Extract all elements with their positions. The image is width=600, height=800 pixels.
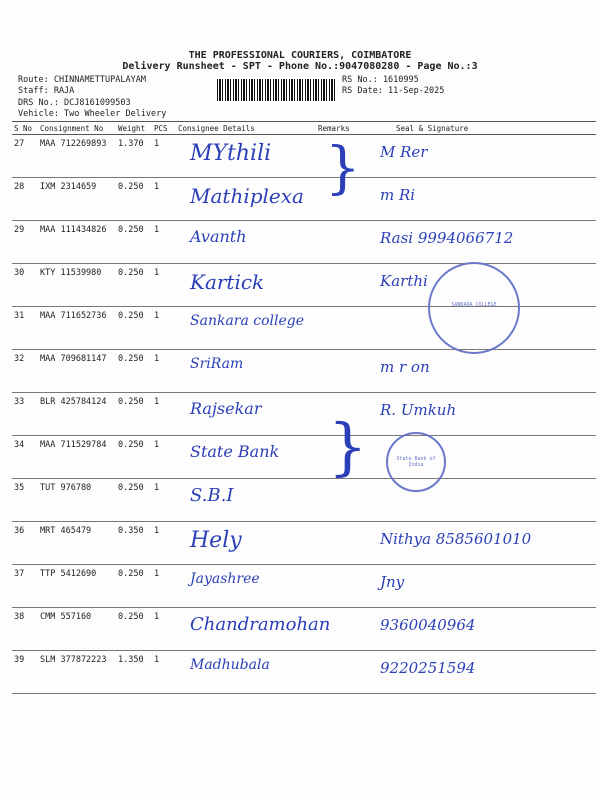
col-pcs: PCS bbox=[152, 122, 176, 135]
signature-handwriting: R. Umkuh bbox=[380, 401, 457, 419]
cell-consignee bbox=[176, 350, 316, 393]
cell-consignment: MAA 712269893 bbox=[38, 135, 116, 178]
cell-sno: 32 bbox=[12, 350, 38, 393]
cell-pcs: 1 bbox=[152, 651, 176, 694]
signature-handwriting: m r on bbox=[380, 358, 430, 376]
vehicle-label: Vehicle: Two Wheeler Delivery bbox=[18, 109, 167, 119]
cell-sno: 27 bbox=[12, 135, 38, 178]
cell-consignee bbox=[176, 264, 316, 307]
cell-consignment: IXM 2314659 bbox=[38, 178, 116, 221]
cell-remarks bbox=[316, 221, 366, 264]
cell-pcs: 1 bbox=[152, 479, 176, 522]
signature-handwriting: 9360040964 bbox=[380, 616, 476, 634]
cell-pcs: 1 bbox=[152, 221, 176, 264]
cell-weight: 0.250 bbox=[116, 479, 152, 522]
consignee-handwriting: S.B.I bbox=[190, 485, 234, 506]
table-row bbox=[12, 221, 596, 264]
cell-consignee bbox=[176, 651, 316, 694]
signature-handwriting: M Rer bbox=[380, 143, 428, 161]
cell-consignment: TTP 5412690 bbox=[38, 565, 116, 608]
cell-consignment: MAA 711652736 bbox=[38, 307, 116, 350]
table-row bbox=[12, 350, 596, 393]
cell-pcs: 1 bbox=[152, 608, 176, 651]
cell-consignee bbox=[176, 393, 316, 436]
table-row bbox=[12, 393, 596, 436]
cell-remarks bbox=[316, 522, 366, 565]
cell-weight: 0.250 bbox=[116, 350, 152, 393]
runsheet-subtitle: Delivery Runsheet - SPT - Phone No.:9047080280 - Page No.:3 bbox=[122, 61, 478, 72]
cell-signature bbox=[366, 608, 596, 651]
route-label: Route: CHINNAMETTUPALAYAM bbox=[18, 75, 146, 85]
seal-stamp-college bbox=[428, 262, 520, 354]
cell-signature bbox=[366, 350, 596, 393]
signature-handwriting: 9220251594 bbox=[380, 659, 476, 677]
cell-weight: 0.250 bbox=[116, 436, 152, 479]
cell-pcs: 1 bbox=[152, 565, 176, 608]
signature-handwriting: Karthi bbox=[380, 272, 428, 290]
cell-pcs: 1 bbox=[152, 307, 176, 350]
cell-signature bbox=[366, 565, 596, 608]
consignee-handwriting: Mathiplexa bbox=[190, 184, 304, 208]
staff-label: Staff: RAJA bbox=[18, 86, 75, 96]
signature-handwriting: Nithya 8585601010 bbox=[380, 530, 532, 548]
signature-handwriting: Jny bbox=[380, 573, 405, 591]
consignee-handwriting: Kartick bbox=[190, 270, 265, 294]
cell-sno: 30 bbox=[12, 264, 38, 307]
cell-consignment: MRT 465479 bbox=[38, 522, 116, 565]
cell-sno: 35 bbox=[12, 479, 38, 522]
cell-consignment: MAA 709681147 bbox=[38, 350, 116, 393]
table-row bbox=[12, 565, 596, 608]
stamp-text: SANKARA COLLEGE bbox=[451, 302, 497, 308]
consignee-handwriting: SriRam bbox=[190, 356, 244, 372]
cell-weight: 0.250 bbox=[116, 393, 152, 436]
cell-consignment: MAA 711529784 bbox=[38, 436, 116, 479]
signature-handwriting: m Ri bbox=[380, 186, 416, 204]
col-weight: Weight bbox=[116, 122, 152, 135]
rs-date: RS Date: 11-Sep-2025 bbox=[342, 86, 445, 96]
col-sno: S No bbox=[12, 122, 38, 135]
cell-sno: 36 bbox=[12, 522, 38, 565]
table-row bbox=[12, 522, 596, 565]
cell-consignment: TUT 976780 bbox=[38, 479, 116, 522]
table-row bbox=[12, 135, 596, 178]
cell-consignment: KTY 11539980 bbox=[38, 264, 116, 307]
cell-signature bbox=[366, 135, 596, 178]
cell-consignment: MAA 111434826 bbox=[38, 221, 116, 264]
cell-sno: 28 bbox=[12, 178, 38, 221]
col-remarks: Remarks bbox=[316, 122, 366, 135]
cell-consignee bbox=[176, 221, 316, 264]
cell-pcs: 1 bbox=[152, 264, 176, 307]
drs-label: DRS No.: DCJ8161099503 bbox=[18, 98, 131, 108]
cell-consignment: BLR 425784124 bbox=[38, 393, 116, 436]
consignee-handwriting: State Bank bbox=[190, 442, 280, 461]
cell-signature bbox=[366, 393, 596, 436]
consignee-handwriting: Rajsekar bbox=[190, 399, 262, 418]
cell-weight: 0.350 bbox=[116, 522, 152, 565]
consignee-handwriting: Madhubala bbox=[190, 657, 270, 673]
cell-sno: 37 bbox=[12, 565, 38, 608]
cell-weight: 1.370 bbox=[116, 135, 152, 178]
cell-pcs: 1 bbox=[152, 350, 176, 393]
seal-stamp-bank bbox=[386, 432, 446, 492]
cell-weight: 0.250 bbox=[116, 178, 152, 221]
cell-consignee bbox=[176, 565, 316, 608]
cell-weight: 0.250 bbox=[116, 565, 152, 608]
cell-pcs: 1 bbox=[152, 436, 176, 479]
cell-consignment: CMM 557160 bbox=[38, 608, 116, 651]
cell-weight: 0.250 bbox=[116, 307, 152, 350]
consignee-handwriting: Sankara college bbox=[190, 313, 305, 329]
cell-consignee bbox=[176, 178, 316, 221]
cell-pcs: 1 bbox=[152, 522, 176, 565]
cell-remarks bbox=[316, 608, 366, 651]
consignee-handwriting: Chandramohan bbox=[190, 614, 331, 635]
remarks-brace: } bbox=[328, 410, 368, 483]
cell-consignee bbox=[176, 307, 316, 350]
col-consignment: Consignment No bbox=[38, 122, 116, 135]
cell-consignee bbox=[176, 522, 316, 565]
cell-consignee bbox=[176, 135, 316, 178]
cell-remarks bbox=[316, 264, 366, 307]
cell-remarks bbox=[316, 307, 366, 350]
stamp-text: State Bank of India bbox=[396, 456, 436, 468]
rs-number: RS No.: 1610995 bbox=[342, 75, 419, 85]
cell-pcs: 1 bbox=[152, 178, 176, 221]
cell-weight: 1.350 bbox=[116, 651, 152, 694]
cell-consignee bbox=[176, 479, 316, 522]
table-row bbox=[12, 651, 596, 694]
table-row bbox=[12, 436, 596, 479]
remarks-brace: } bbox=[325, 136, 361, 201]
cell-remarks bbox=[316, 565, 366, 608]
table-row bbox=[12, 178, 596, 221]
cell-weight: 0.250 bbox=[116, 221, 152, 264]
table-header-row bbox=[12, 122, 596, 135]
col-consignee: Consignee Details bbox=[176, 122, 316, 135]
barcode bbox=[217, 79, 337, 101]
cell-sno: 39 bbox=[12, 651, 38, 694]
cell-weight: 0.250 bbox=[116, 608, 152, 651]
cell-remarks bbox=[316, 350, 366, 393]
consignee-handwriting: Avanth bbox=[190, 227, 247, 246]
cell-consignee bbox=[176, 436, 316, 479]
cell-sno: 34 bbox=[12, 436, 38, 479]
table-row bbox=[12, 608, 596, 651]
table-row bbox=[12, 479, 596, 522]
cell-signature bbox=[366, 651, 596, 694]
cell-sno: 31 bbox=[12, 307, 38, 350]
cell-consignment: SLM 377872223 bbox=[38, 651, 116, 694]
consignee-handwriting: MYthili bbox=[190, 141, 272, 166]
cell-remarks bbox=[316, 479, 366, 522]
cell-sno: 29 bbox=[12, 221, 38, 264]
cell-pcs: 1 bbox=[152, 393, 176, 436]
cell-sno: 38 bbox=[12, 608, 38, 651]
cell-signature bbox=[366, 178, 596, 221]
cell-weight: 0.250 bbox=[116, 264, 152, 307]
company-title: THE PROFESSIONAL COURIERS, COIMBATORE bbox=[188, 50, 412, 61]
cell-remarks bbox=[316, 651, 366, 694]
runsheet-table bbox=[12, 121, 596, 694]
cell-signature bbox=[366, 522, 596, 565]
cell-pcs: 1 bbox=[152, 135, 176, 178]
consignee-handwriting: Jayashree bbox=[190, 571, 260, 587]
consignee-handwriting: Hely bbox=[190, 528, 242, 553]
signature-handwriting: Rasi 9994066712 bbox=[380, 229, 514, 247]
col-signature: Seal & Signature bbox=[366, 122, 596, 135]
cell-consignee bbox=[176, 608, 331, 651]
cell-sno: 33 bbox=[12, 393, 38, 436]
cell-signature bbox=[366, 221, 596, 264]
